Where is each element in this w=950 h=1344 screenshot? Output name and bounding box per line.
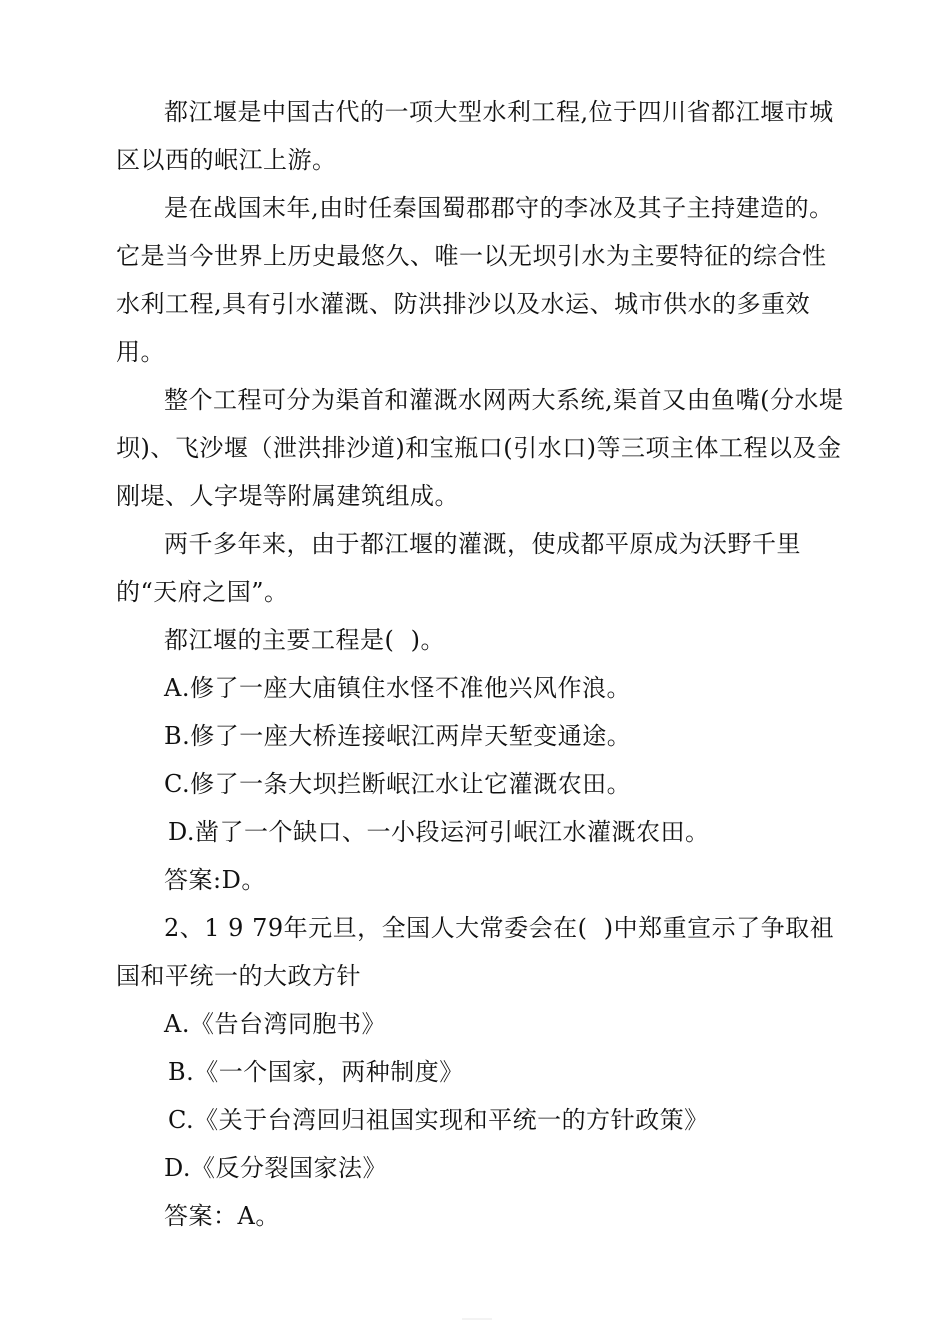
question-1-answer: 答案:D。: [164, 866, 266, 894]
question-1-option-a: A.修了一座大庙镇住水怪不准他兴风作浪。: [164, 674, 631, 702]
passage-paragraph-2: 是在战国末年,由时任秦国蜀郡郡守的李冰及其子主持建造的。它是当今世界上历史最悠久、唯一以无坝引水为主要特征的综合性水利工程,具有引水灌溉、防洪排沙以及水运、城市供水的多重效用。: [116, 194, 834, 366]
question-2-option-d: D.《反分裂国家法》: [164, 1154, 388, 1182]
question-2-stem: 2、1 9 79年元旦，全国人大常委会在( )中郑重宣示了争取祖国和平统一的大政方针: [116, 914, 835, 990]
document-body: [116, 88, 844, 1240]
question-2-option-a: A.《告台湾同胞书》: [164, 1010, 386, 1038]
question-1-option-b: B.修了一座大桥连接岷江两岸天堑变通途。: [164, 722, 632, 750]
passage-paragraph-3: 整个工程可分为渠首和灌溉水网两大系统,渠首又由鱼嘴(分水堤坝)、飞沙堰（泄洪排沙道)和宝瓶口(引水口)等三项主体工程以及金刚堤、人字堤等附属建筑组成。: [116, 386, 844, 510]
question-1-option-c: C.修了一条大坝拦断岷江水让它灌溉农田。: [164, 770, 632, 798]
question-1-option-d: D.凿了一个缺口、一小段运河引岷江水灌溉农田。: [168, 818, 710, 846]
question-2-option-b: B.《一个国家，两种制度》: [168, 1058, 464, 1086]
passage-paragraph-4: 两千多年来，由于都江堰的灌溉，使成都平原成为沃野千里的“天府之国”。: [116, 530, 801, 606]
page-footer-mark: [462, 1318, 492, 1320]
question-2-answer: 答案：A。: [164, 1202, 280, 1230]
question-1-stem: 都江堰的主要工程是( )。: [164, 626, 445, 654]
passage-paragraph-1: 都江堰是中国古代的一项大型水利工程,位于四川省都江堰市城区以西的岷江上游。: [116, 98, 834, 174]
question-2-option-c: C.《关于台湾回归祖国实现和平统一的方针政策》: [168, 1106, 709, 1134]
